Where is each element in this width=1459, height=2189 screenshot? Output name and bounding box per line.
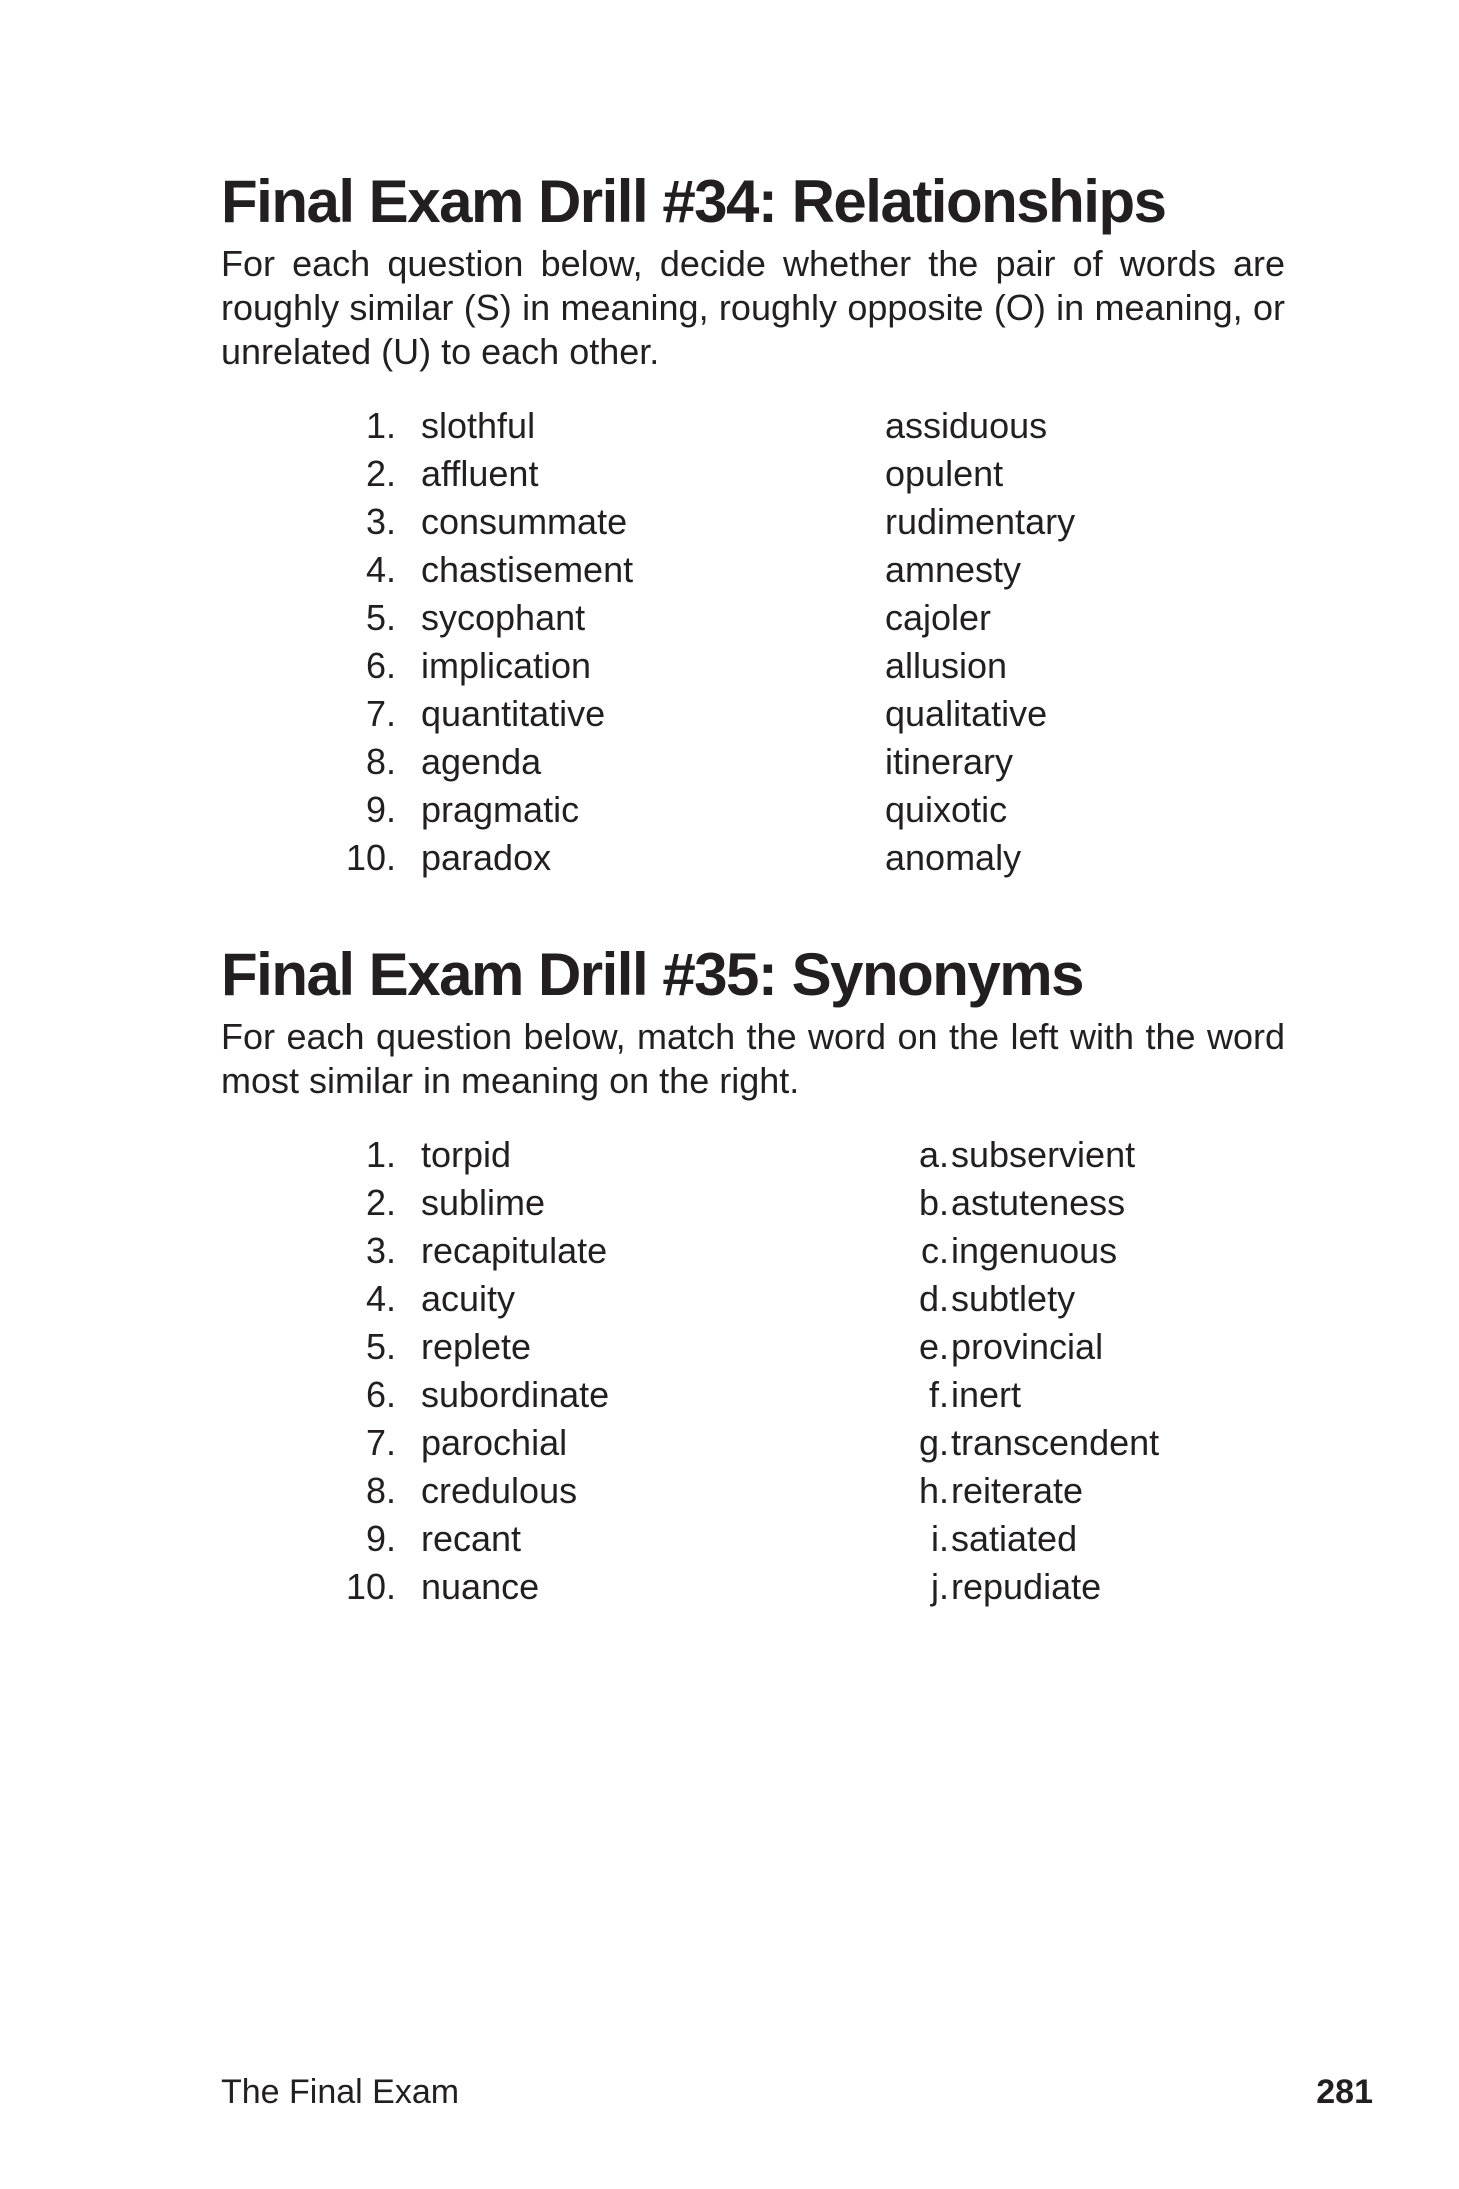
item-number: 7.	[365, 1422, 396, 1463]
left-word: implication	[421, 645, 592, 686]
item-number: 9.	[365, 789, 396, 830]
item-number: 2.	[365, 453, 396, 494]
right-word: opulent	[885, 453, 1004, 494]
item-number: 5.	[365, 1326, 396, 1367]
matching-row	[221, 1179, 1285, 1227]
matching-row	[221, 1563, 1285, 1611]
left-word: nuance	[421, 1566, 540, 1607]
item-number: 4.	[365, 1278, 396, 1319]
left-word: paradox	[421, 837, 552, 878]
item-number: 3.	[365, 1230, 396, 1271]
word-pair-row	[221, 642, 1285, 690]
item-number: 7.	[365, 693, 396, 734]
right-word: allusion	[885, 645, 1008, 686]
item-number: 1.	[365, 1134, 396, 1175]
right-word: qualitative	[885, 693, 1048, 734]
choice-word: reiterate	[951, 1470, 1084, 1511]
left-word: recapitulate	[421, 1230, 608, 1271]
drill-35-instructions: For each question below, match the word on the left with the word most similar in meaning on the right.	[221, 1016, 1285, 1101]
choice-word: satiated	[951, 1518, 1078, 1559]
left-word: acuity	[421, 1278, 516, 1319]
item-number: 6.	[365, 1374, 396, 1415]
page-number: 281	[1316, 2073, 1373, 2111]
right-word: assiduous	[885, 405, 1048, 446]
drill-35-title: Final Exam Drill #35: Synonyms	[221, 941, 1084, 1008]
word-pair-row	[221, 834, 1285, 882]
left-word: consummate	[421, 501, 628, 542]
left-word: quantitative	[421, 693, 606, 734]
choice-letter: e.	[918, 1326, 949, 1367]
choice-word: provincial	[951, 1326, 1104, 1367]
left-word: slothful	[421, 405, 536, 446]
choice-word: astuteness	[951, 1182, 1126, 1223]
word-pair-row	[221, 786, 1285, 834]
item-number: 9.	[365, 1518, 396, 1559]
matching-row	[221, 1275, 1285, 1323]
matching-row	[221, 1371, 1285, 1419]
left-word: sublime	[421, 1182, 546, 1223]
item-number: 10.	[345, 1566, 396, 1607]
choice-letter: b.	[918, 1182, 949, 1223]
word-pair-row	[221, 594, 1285, 642]
word-pair-row	[221, 738, 1285, 786]
left-word: affluent	[421, 453, 539, 494]
matching-row	[221, 1515, 1285, 1563]
drill-34-section	[221, 162, 1285, 882]
left-word: parochial	[421, 1422, 568, 1463]
left-word: replete	[421, 1326, 532, 1367]
left-word: sycophant	[421, 597, 586, 638]
word-pair-row	[221, 450, 1285, 498]
choice-letter: c.	[920, 1230, 949, 1271]
drill-35-matching-list	[221, 1131, 1285, 1611]
choice-letter: g.	[918, 1422, 949, 1463]
item-number: 8.	[365, 1470, 396, 1511]
choice-letter: f.	[928, 1374, 949, 1415]
right-word: quixotic	[885, 789, 1008, 830]
right-word: itinerary	[885, 741, 1014, 782]
item-number: 5.	[365, 597, 396, 638]
item-number: 1.	[365, 405, 396, 446]
matching-row	[221, 1419, 1285, 1467]
choice-word: ingenuous	[951, 1230, 1118, 1271]
matching-row	[221, 1131, 1285, 1179]
item-number: 4.	[365, 549, 396, 590]
choice-letter: i.	[931, 1518, 949, 1559]
choice-word: inert	[951, 1374, 1022, 1415]
item-number: 2.	[365, 1182, 396, 1223]
left-word: torpid	[421, 1134, 512, 1175]
drill-35-section	[221, 935, 1285, 1611]
word-pair-row	[221, 402, 1285, 450]
choice-letter: a.	[918, 1134, 949, 1175]
matching-row	[221, 1467, 1285, 1515]
left-word: subordinate	[421, 1374, 610, 1415]
item-number: 10.	[345, 837, 396, 878]
footer-section-label: The Final Exam	[221, 2073, 460, 2111]
left-word: recant	[421, 1518, 522, 1559]
choice-word: transcendent	[951, 1422, 1160, 1463]
item-number: 8.	[365, 741, 396, 782]
item-number: 6.	[365, 645, 396, 686]
left-word: chastisement	[421, 549, 634, 590]
choice-letter: h.	[918, 1470, 949, 1511]
word-pair-row	[221, 690, 1285, 738]
matching-row	[221, 1323, 1285, 1371]
right-word: amnesty	[885, 549, 1022, 590]
right-word: rudimentary	[885, 501, 1076, 542]
left-word: credulous	[421, 1470, 578, 1511]
choice-letter: d.	[918, 1278, 949, 1319]
matching-row	[221, 1227, 1285, 1275]
word-pair-row	[221, 546, 1285, 594]
choice-word: repudiate	[951, 1566, 1102, 1607]
left-word: pragmatic	[421, 789, 580, 830]
right-word: anomaly	[885, 837, 1022, 878]
drill-34-instructions: For each question below, decide whether the pair of words are roughly similar (S) in meaning, roughly opposite (O) in meaning, or unrelated (U) to each other.	[221, 243, 1285, 372]
right-word: cajoler	[885, 597, 992, 638]
drill-34-title: Final Exam Drill #34: Relationships	[221, 168, 1166, 235]
choice-word: subservient	[951, 1134, 1136, 1175]
choice-word: subtlety	[951, 1278, 1076, 1319]
left-word: agenda	[421, 741, 542, 782]
word-pair-row	[221, 498, 1285, 546]
drill-34-word-pairs	[221, 402, 1285, 882]
choice-letter: j.	[931, 1566, 949, 1607]
item-number: 3.	[365, 501, 396, 542]
